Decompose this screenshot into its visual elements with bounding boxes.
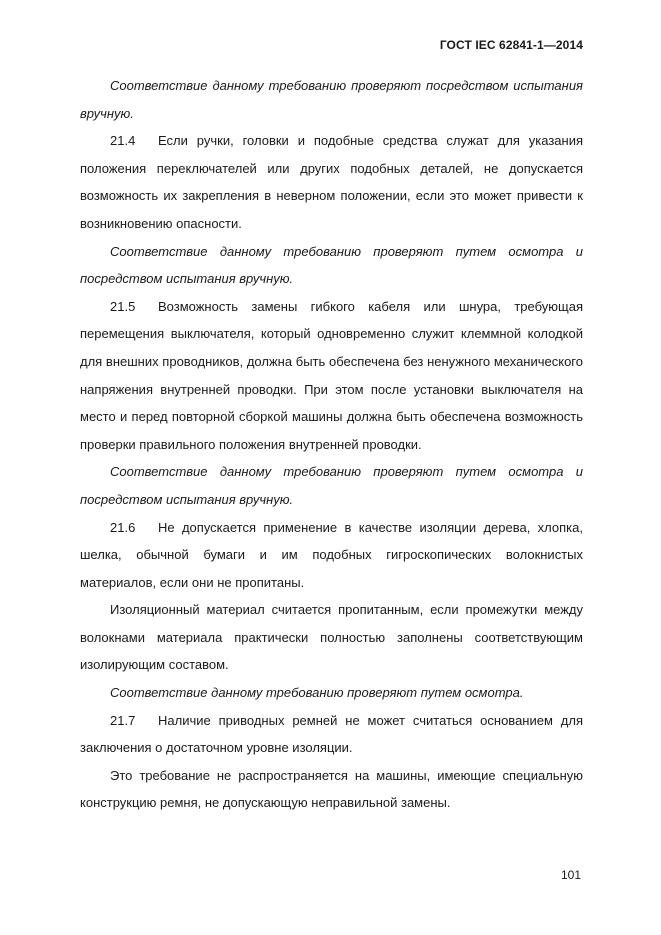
clause-21-7: 21.7 Наличие приводных ремней не может считаться основанием для заключения о достаточном уровне изоляции.: [80, 707, 583, 762]
clause-number: 21.7: [110, 712, 136, 728]
compliance-paragraph: Соответствие данному требованию проверяют путем осмотра.: [110, 685, 524, 701]
compliance-paragraph: Соответствие данному требованию проверяют путем осмотра и посредством испытания вручную.: [80, 243, 583, 287]
clause-number: 21.4: [110, 133, 136, 149]
clause-21-6: 21.6 Не допускается применение в качестве изоляции дерева, хлопка, шелка, обычной бумаги и им подобных гигроскопических волокнистых материалов, если они не пропитаны.: [80, 514, 583, 597]
clause-21-5: 21.5 Возможность замены гибкого кабеля или шнура, требующая перемещения выключателя, который одновременно служит клеммной колодкой для внешних проводников, должна быть обеспечена без ненужного механического напряжения внутренней проводки. При этом после установки выключателя на место и перед повторной сборкой машины должна быть обеспечена возможность проверки правильного положения внутренней проводки.: [80, 293, 583, 459]
compliance-paragraph: Соответствие данному требованию проверяют путем осмотра и посредством испытания вручную.: [80, 464, 583, 507]
clause-21-4: 21.4 Если ручки, головки и подобные средства служат для указания положения переключателей или других подобных деталей, не допускается возможность их закрепления в неверном положении, если это может привести к возникновению опасности.: [80, 127, 583, 237]
body-paragraph: Изоляционный материал считается пропитанным, если промежутки между волокнами материала практически полностью заполнены соответствующим изолирующим составом.: [80, 602, 583, 673]
clause-number: 21.6: [110, 519, 136, 535]
body-paragraph: Это требование не распространяется на машины, имеющие специальную конструкцию ремня, не допускающую неправильной замены.: [80, 767, 583, 811]
document-code-header: ГОСТ IEC 62841-1—2014: [439, 38, 583, 52]
document-body: [80, 72, 583, 817]
page-number: 101: [560, 868, 581, 882]
clause-number: 21.5: [110, 298, 136, 314]
compliance-paragraph: Соответствие данному требованию проверяют посредством испытания вручную.: [80, 78, 583, 121]
